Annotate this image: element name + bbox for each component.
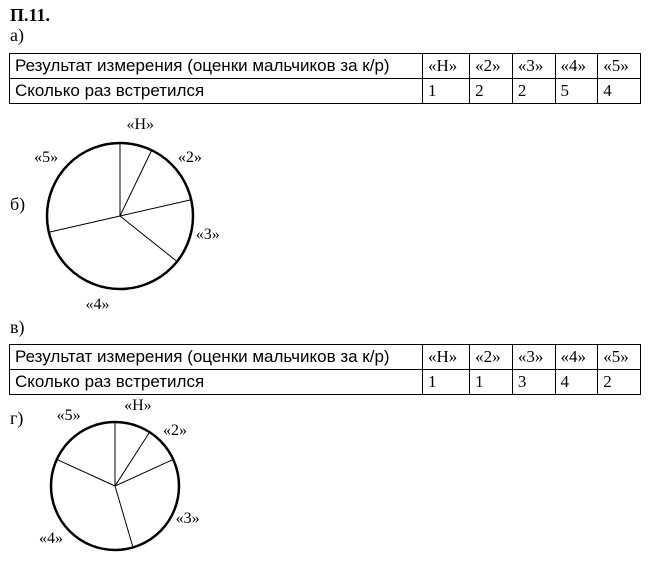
grade-cell: «5»: [598, 54, 641, 79]
grade-cell: «3»: [512, 345, 555, 370]
grade-cell: «3»: [512, 54, 555, 79]
part-b-label: б): [10, 194, 26, 214]
grade-cell: «2»: [470, 54, 513, 79]
pie-label-n: «Н»: [124, 397, 152, 415]
pie-label-5: «5»: [56, 407, 81, 425]
count-cell: 1: [423, 370, 470, 395]
pie-slice-5: [57, 422, 115, 486]
grade-cell: «4»: [555, 345, 598, 370]
count-cell: 3: [512, 370, 555, 395]
count-cell: 4: [555, 370, 598, 395]
pie-label-2: «2»: [177, 148, 202, 166]
count-cell: 2: [598, 370, 641, 395]
count-cell: 2: [512, 79, 555, 104]
pie-slice-n: [115, 422, 150, 486]
count-cell: 1: [423, 79, 470, 104]
pie-label-n: «Н»: [126, 116, 155, 134]
pie-slice-divider: [57, 459, 115, 486]
pie-label-2: «2»: [162, 422, 187, 440]
count-cell: 4: [598, 79, 641, 104]
grade-cell: «Н»: [423, 54, 470, 79]
row-label: Результат измерения (оценки мальчиков за к/р): [10, 345, 423, 370]
pie-label-4: «4»: [85, 295, 110, 313]
count-cell: 2: [470, 79, 513, 104]
row-label: Результат измерения (оценки мальчиков за к/р): [10, 54, 423, 79]
count-cell: 5: [555, 79, 598, 104]
pie-label-4: «4»: [39, 529, 64, 547]
grade-cell: «4»: [555, 54, 598, 79]
pie-label-5: «5»: [34, 148, 59, 166]
grade-cell: «Н»: [423, 345, 470, 370]
problem-heading: П.11.: [10, 5, 51, 25]
count-cell: 1: [470, 370, 513, 395]
row-label: Сколько раз встретился: [10, 370, 423, 395]
pie-label-3: «3»: [195, 226, 220, 244]
grade-cell: «2»: [470, 345, 513, 370]
part-g-label: г): [10, 408, 24, 428]
row-label: Сколько раз встретился: [10, 79, 423, 104]
pie-slice-divider: [115, 486, 133, 547]
grade-cell: «5»: [598, 345, 641, 370]
pie-slice-3: [115, 459, 179, 547]
part-a-label: а): [10, 25, 24, 45]
part-v-label: в): [10, 317, 25, 337]
pie-label-3: «3»: [175, 510, 200, 528]
